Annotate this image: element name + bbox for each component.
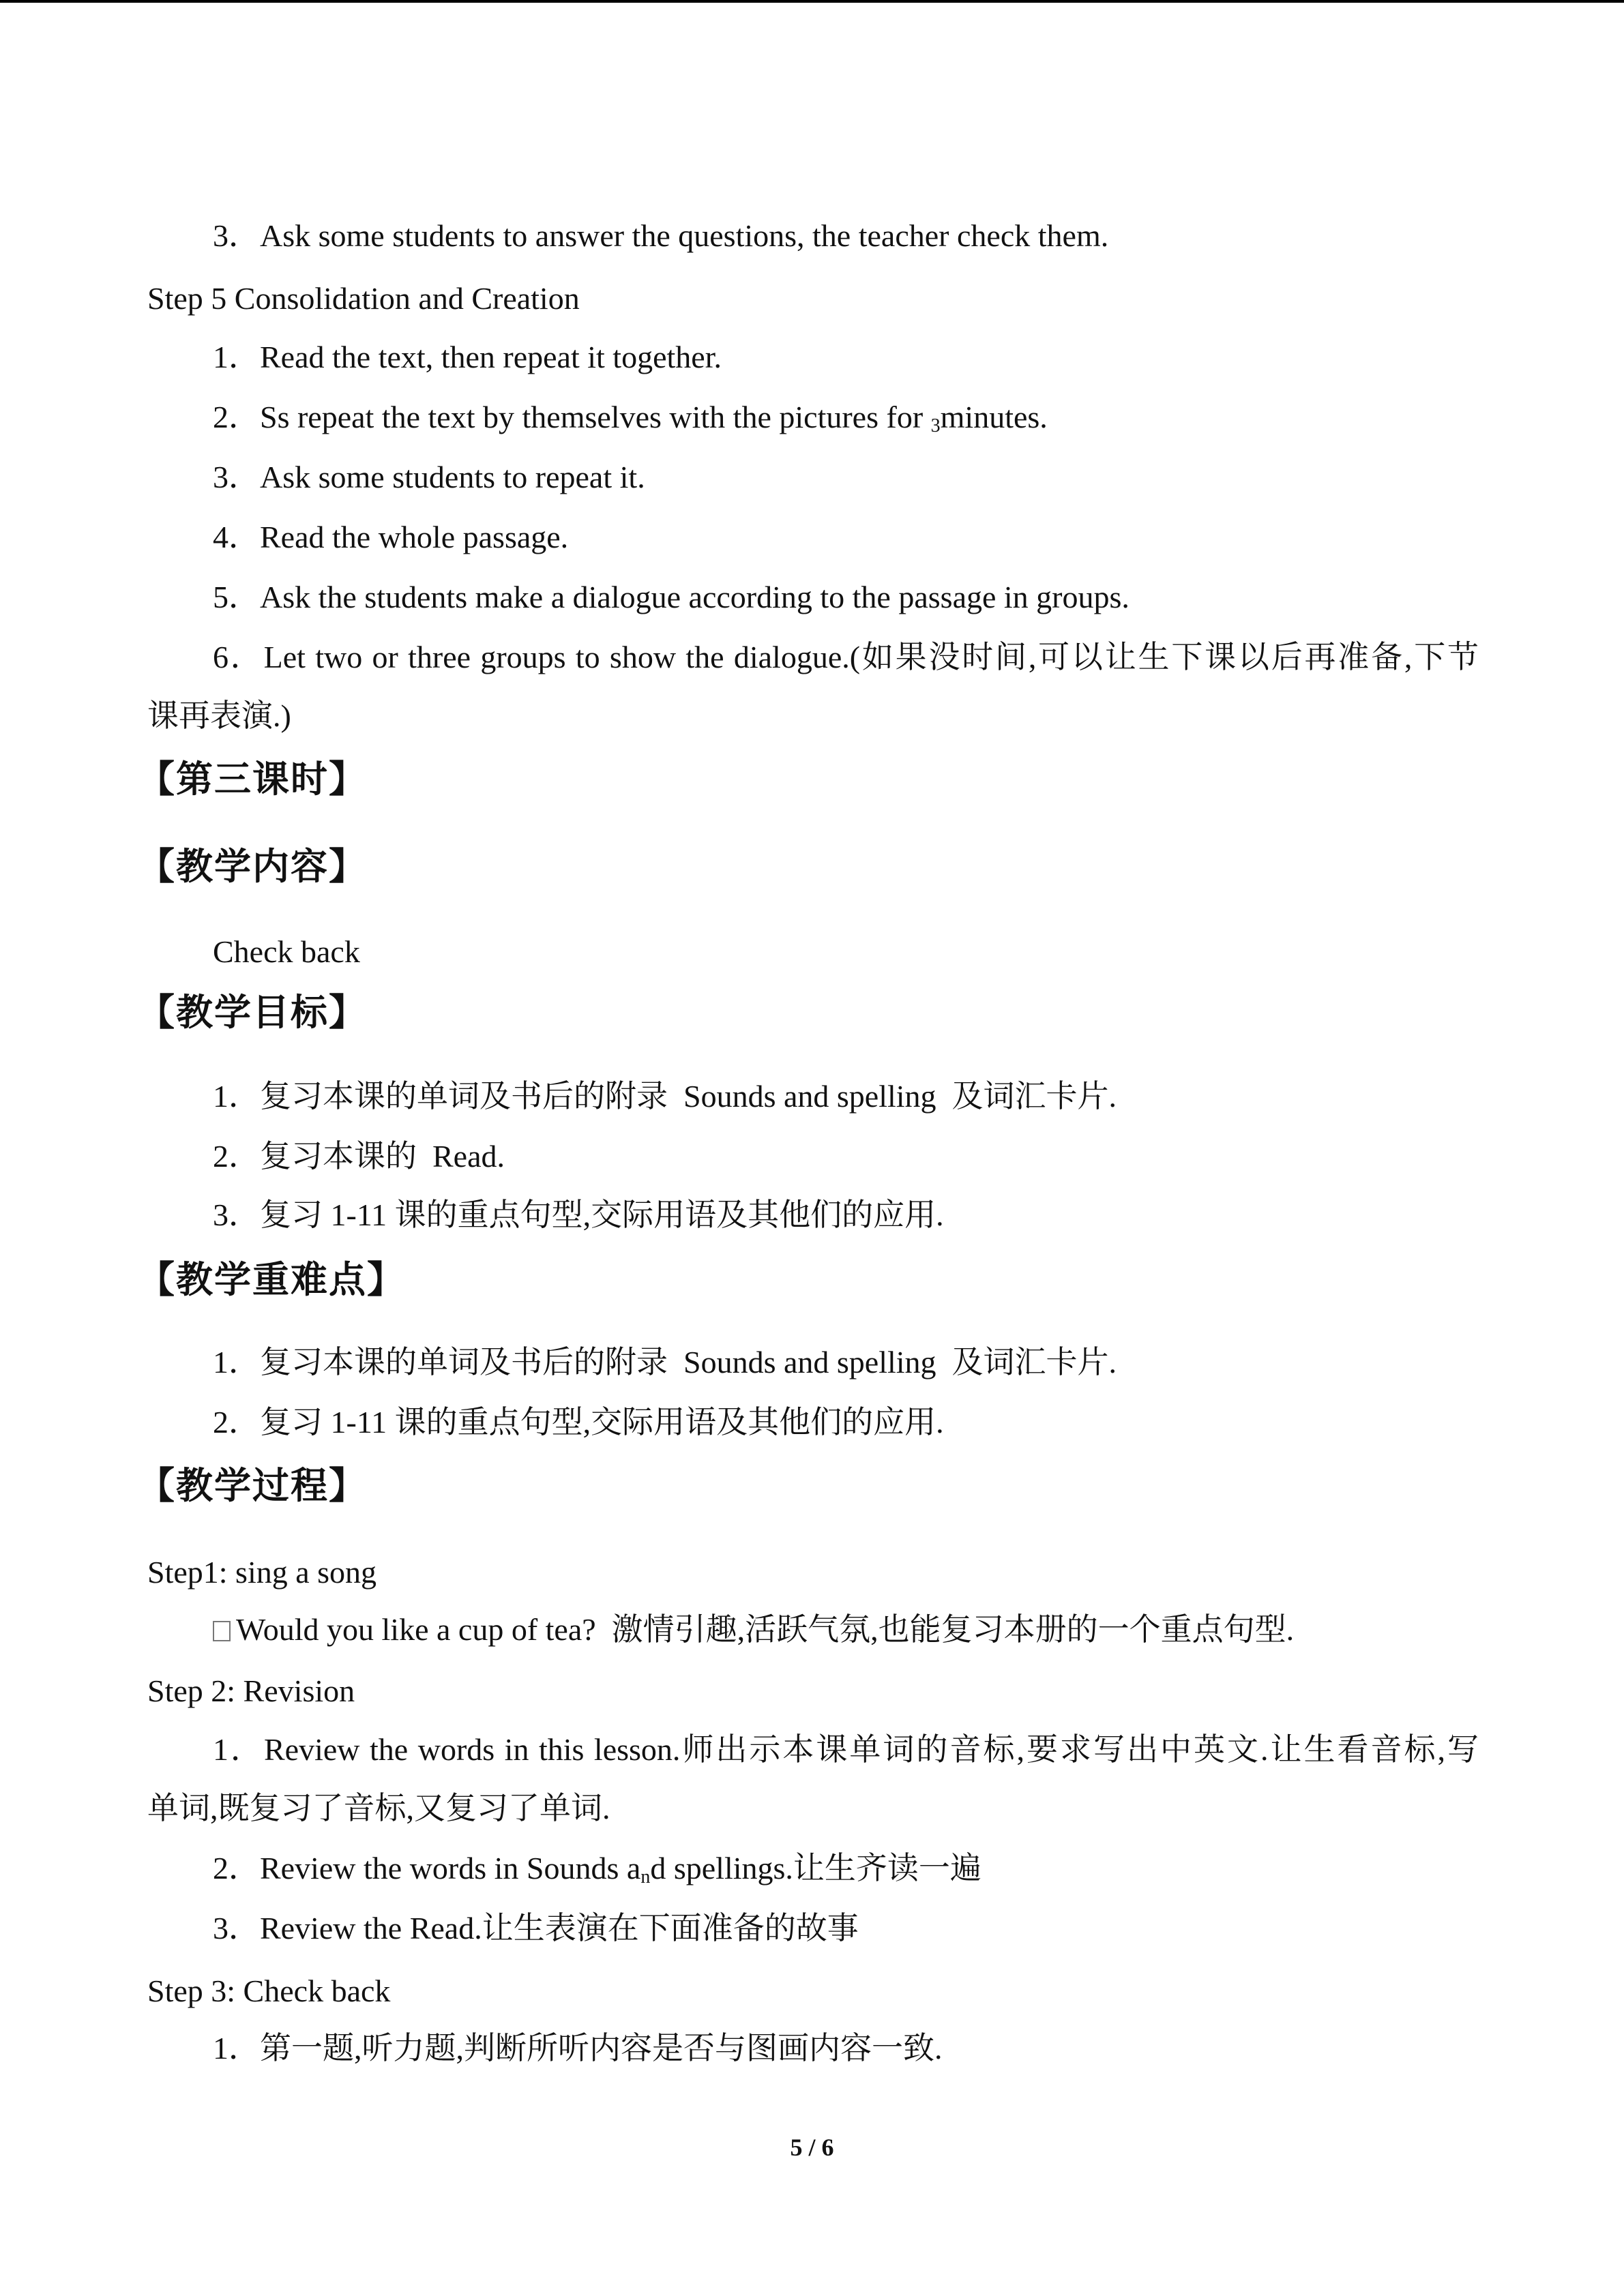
text-line: 2．Ss repeat the text by themselves with the pictures for $_3$minutes. <box>213 400 1048 436</box>
text-line: Check back <box>213 934 360 969</box>
text-line: 1．复习本课的单词及书后的附录 Sounds and spelling 及词汇卡片. <box>213 1079 1117 1114</box>
text-line: 4．Read the whole passage. <box>213 520 569 554</box>
section-heading: 【第三课时】 <box>138 758 367 801</box>
step-heading: Step1: sing a song <box>147 1555 377 1590</box>
text-line: 单词,既复习了音标,又复习了单词. <box>147 1791 610 1825</box>
text-line: 1．第一题,听力题,判断所听内容是否与图画内容一致. <box>213 2031 943 2066</box>
step-heading: Step 3: Check back <box>147 1973 391 2008</box>
text-line: 3．Review the Read.让生表演在下面准备的故事 <box>213 1911 859 1945</box>
text-line: 1．Review the words in this lesson.师出示本课单词的音标,要求写出中英文.让生看音标,写 <box>213 1732 1479 1767</box>
text-line: 3．复习 1-11 课的重点句型,交际用语及其他们的应用. <box>213 1197 944 1232</box>
top-border <box>0 0 1624 3</box>
text-line: 1．Read the text, then repeat it together. <box>213 340 722 374</box>
section-heading: 【教学目标】 <box>138 991 367 1034</box>
text-line: 2．Review the words in Sounds $a_nd$ spellings.让生齐读一遍 <box>213 1851 981 1888</box>
text-line: Would you like a cup of tea? 激情引趣,活跃气氛,也能复习本册的一个重点句型. <box>213 1609 1294 1650</box>
text-line: 5．Ask the students make a dialogue according to the passage in groups. <box>213 580 1130 614</box>
section-heading: 【教学过程】 <box>138 1464 367 1507</box>
text-line: 课再表演.) <box>147 698 291 733</box>
text-line: 2．复习本课的 Read. <box>213 1139 505 1174</box>
page-number: 5 / 6 <box>790 2134 834 2161</box>
text-line: 2．复习 1-11 课的重点句型,交际用语及其他们的应用. <box>213 1405 944 1440</box>
section-heading: 【教学重难点】 <box>138 1258 405 1301</box>
step-heading: Step 2: Revision <box>147 1673 355 1708</box>
text-line: 3．Ask some students to answer the questions, the teacher check them. <box>213 218 1109 253</box>
text-line: 3．Ask some students to repeat it. <box>213 460 645 494</box>
text-line: 6．Let two or three groups to show the dialogue.(如果没时间,可以让生下课以后再准备,下节 <box>213 640 1479 674</box>
step-heading: Step 5 Consolidation and Creation <box>147 281 580 316</box>
checkbox-glyph-icon <box>213 1621 231 1641</box>
text-line: 1．复习本课的单词及书后的附录 Sounds and spelling 及词汇卡片. <box>213 1345 1117 1380</box>
section-heading: 【教学内容】 <box>138 845 367 888</box>
